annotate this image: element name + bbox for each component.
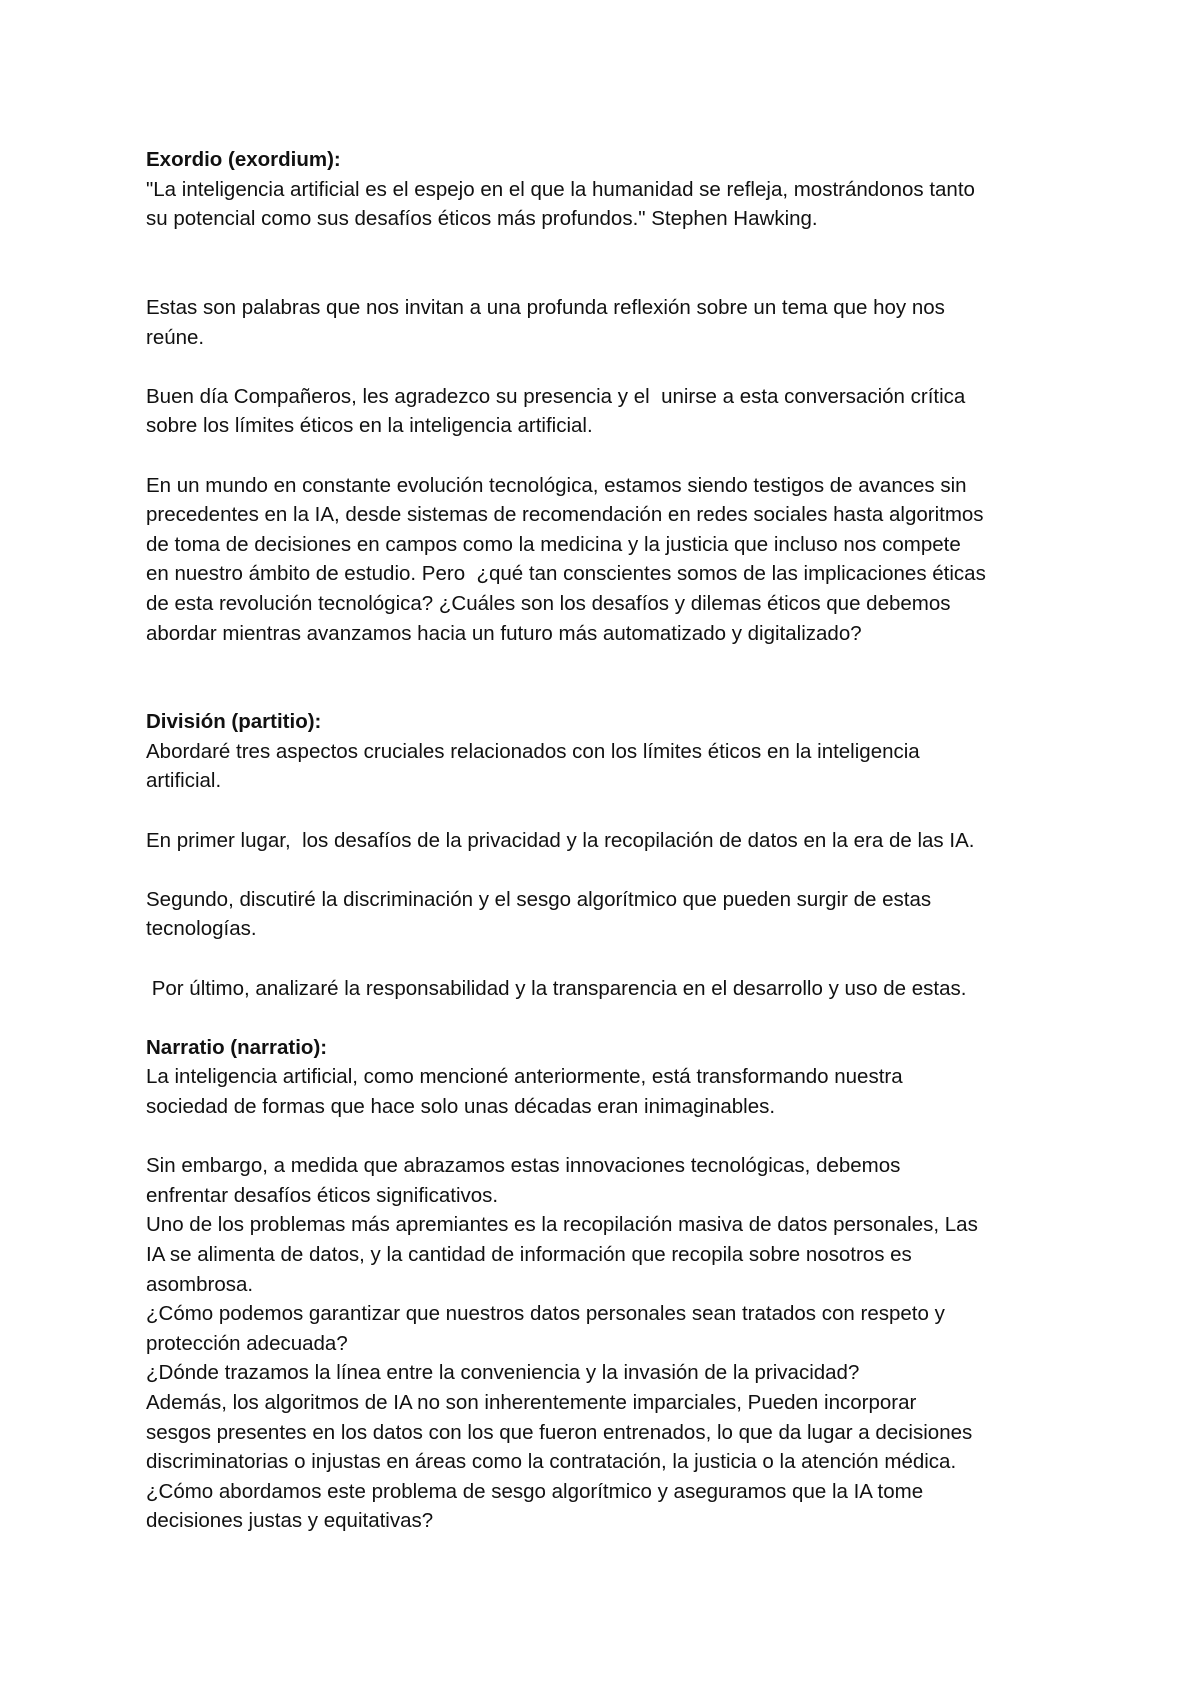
paragraph-line: reúne. (146, 325, 205, 349)
paragraph-line: Por último, analizaré la responsabilidad y la transparencia en el desarrollo y uso de estas. (146, 976, 967, 1000)
section-heading-division: División (partitio): (146, 710, 322, 734)
spacer (146, 1003, 1076, 1033)
paragraph-line: Además, los algoritmos de IA no son inherentemente imparciales, Pueden incorporar (146, 1390, 917, 1414)
paragraph-line: sociedad de formas que hace solo unas décadas eran inimaginables. (146, 1095, 776, 1118)
paragraph-line: ¿Cómo abordamos este problema de sesgo algorítmico y aseguramos que la IA tome (146, 1479, 924, 1503)
paragraph-line: artificial. (146, 769, 222, 793)
quote-line: su potencial como sus desafíos éticos más profundos." Stephen Hawking. (146, 207, 818, 231)
spacer (146, 855, 1076, 885)
section-heading-narratio: Narratio (narratio): (146, 1035, 328, 1059)
document-body (146, 145, 1076, 1536)
paragraph-line: Sin embargo, a medida que abrazamos estas innovaciones tecnológicas, debemos (146, 1154, 901, 1178)
paragraph-line: asombrosa. (146, 1272, 254, 1296)
paragraph-line: abordar mientras avanzamos hacia un futuro más automatizado y digitalizado? (146, 621, 862, 645)
paragraph-line: enfrentar desafíos éticos significativos. (146, 1183, 499, 1207)
paragraph-line: IA se alimenta de datos, y la cantidad de información que recopila sobre nosotros es (146, 1242, 912, 1266)
paragraph-line: en nuestro ámbito de estudio. Pero ¿qué tan conscientes somos de las implicaciones éticas (146, 562, 986, 586)
paragraph-line: de toma de decisiones en campos como la medicina y la justicia que incluso nos compete (146, 532, 961, 556)
paragraph-line: sobre los límites éticos en la inteligencia artificial. (146, 414, 593, 438)
paragraph-line: En primer lugar, los desafíos de la privacidad y la recopilación de datos en la era de las IA. (146, 828, 975, 852)
paragraph-line: Segundo, discutiré la discriminación y el sesgo algorítmico que pueden surgir de estas (146, 887, 932, 911)
spacer (146, 944, 1076, 974)
spacer (146, 648, 1076, 707)
spacer (146, 234, 1076, 293)
paragraph-line: ¿Dónde trazamos la línea entre la conveniencia y la invasión de la privacidad? (146, 1361, 860, 1385)
paragraph-line: protección adecuada? (146, 1331, 348, 1355)
quote-line: "La inteligencia artificial es el espejo en el que la humanidad se refleja, mostrándonos tanto (146, 177, 975, 201)
paragraph-line: Uno de los problemas más apremiantes es la recopilación masiva de datos personales, Las (146, 1213, 978, 1237)
spacer (146, 796, 1076, 826)
paragraph-line: Buen día Compañeros, les agradezco su presencia y el unirse a esta conversación crítica (146, 384, 966, 408)
spacer (146, 352, 1076, 382)
paragraph-line: Abordaré tres aspectos cruciales relacionados con los límites éticos en la inteligencia (146, 739, 920, 763)
spacer (146, 1122, 1076, 1152)
paragraph-line: tecnologías. (146, 917, 257, 941)
paragraph-line: de esta revolución tecnológica? ¿Cuáles son los desafíos y dilemas éticos que debemos (146, 591, 951, 615)
paragraph-line: sesgos presentes en los datos con los que fueron entrenados, lo que da lugar a decisiones (146, 1420, 973, 1444)
section-heading-exordio: Exordio (exordium): (146, 148, 341, 171)
paragraph-line: La inteligencia artificial, como mencioné anteriormente, está transformando nuestra (146, 1065, 903, 1089)
paragraph-line: En un mundo en constante evolución tecnológica, estamos siendo testigos de avances sin (146, 473, 967, 497)
paragraph-line: precedentes en la IA, desde sistemas de recomendación en redes sociales hasta algoritmos (146, 503, 984, 527)
spacer (146, 441, 1076, 471)
paragraph-line: decisiones justas y equitativas? (146, 1509, 434, 1533)
paragraph-line: ¿Cómo podemos garantizar que nuestros datos personales sean tratados con respeto y (146, 1302, 945, 1326)
paragraph-line: Estas son palabras que nos invitan a una profunda reflexión sobre un tema que hoy nos (146, 295, 945, 319)
paragraph-line: discriminatorias o injustas en áreas como la contratación, la justicia o la atención médica. (146, 1450, 957, 1474)
